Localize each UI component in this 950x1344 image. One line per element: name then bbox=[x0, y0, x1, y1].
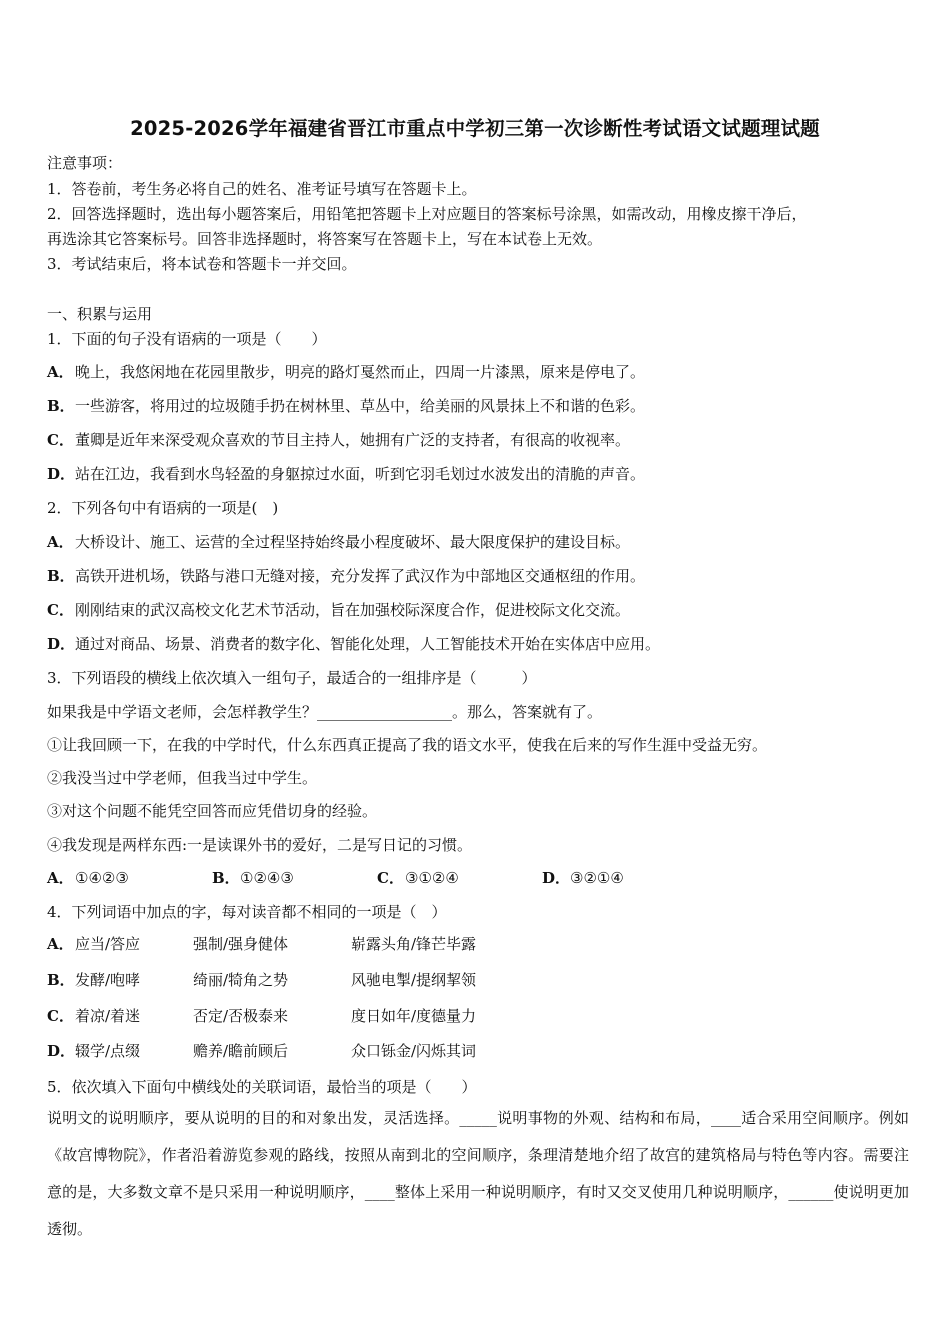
page-title: 2025-2026学年福建省晋江市重点中学初三第一次诊断性考试语文试题理试题 bbox=[130, 117, 820, 140]
question-2-option-a bbox=[47, 531, 630, 552]
question-1-stem: 1．下面的句子没有语病的一项是（ ） bbox=[47, 330, 327, 348]
word-pair: 绮丽/犄角之势 bbox=[193, 971, 289, 989]
option-label: C． bbox=[377, 869, 404, 887]
question-1-option-d bbox=[47, 463, 645, 484]
word-pair: 应当/答应 bbox=[75, 935, 141, 953]
notice-item: 1．答卷前，考生务必将自己的姓名、准考证号填写在答题卡上。 bbox=[47, 180, 477, 198]
option-label: B． bbox=[212, 869, 240, 887]
option-text: ③②①④ bbox=[570, 869, 624, 887]
question-4-stem: 4．下列词语中加点的字，每对读音都不相同的一项是（ ） bbox=[47, 903, 447, 921]
question-2-option-c bbox=[47, 599, 630, 620]
question-1-option-c bbox=[47, 429, 630, 450]
question-3-options bbox=[47, 867, 624, 888]
question-2-stem: 2．下列各句中有语病的一项是( ) bbox=[47, 499, 279, 517]
option-text: 一些游客，将用过的垃圾随手扔在树林里、草丛中，给美丽的风景抹上不和谐的色彩。 bbox=[75, 397, 646, 415]
option-text: 站在江边，我看到水鸟轻盈的身躯掠过水面，听到它羽毛划过水波发出的清脆的声音。 bbox=[75, 465, 646, 483]
question-2-option-d bbox=[47, 633, 660, 654]
option-text: ①④②③ bbox=[75, 869, 129, 887]
notice-item: 再选涂其它答案标号。回答非选择题时，将答案写在答题卡上，写在本试卷上无效。 bbox=[47, 230, 603, 248]
option-text: 大桥设计、施工、运营的全过程坚持始终最小程度破坏、最大限度保护的建设目标。 bbox=[75, 533, 631, 551]
option-label: D． bbox=[47, 1042, 76, 1060]
question-4-option-c bbox=[47, 1005, 476, 1026]
question-3-option-c bbox=[377, 867, 542, 888]
section-heading: 一、积累与运用 bbox=[47, 305, 153, 323]
question-3-item: ①让我回顾一下，在我的中学时代，什么东西真正提高了我的语文水平，使我在后来的写作生涯中受益无穷。 bbox=[47, 736, 768, 754]
notice-item: 2．回答选择题时，选出每小题答案后，用铅笔把答题卡上对应题目的答案标号涂黑，如需改动，用橡皮擦干净后， bbox=[47, 205, 807, 223]
option-label: D． bbox=[542, 869, 571, 887]
question-4-option-b bbox=[47, 969, 476, 990]
word-pair: 赡养/瞻前顾后 bbox=[193, 1042, 289, 1060]
option-text: 刚刚结束的武汉高校文化艺术节活动，旨在加强校际深度合作，促进校际文化交流。 bbox=[75, 601, 631, 619]
option-label: C． bbox=[47, 1007, 74, 1025]
option-label: A． bbox=[47, 935, 74, 953]
question-2-option-b bbox=[47, 565, 645, 586]
word-pair: 否定/否极泰来 bbox=[193, 1007, 289, 1025]
word-pair: 发酵/咆哮 bbox=[75, 971, 141, 989]
word-pair: 辍学/点缀 bbox=[75, 1042, 141, 1060]
word-pair: 崭露头角/锋芒毕露 bbox=[351, 935, 477, 953]
notice-item: 3．考试结束后，将本试卷和答题卡一并交回。 bbox=[47, 255, 357, 273]
option-label: B． bbox=[47, 567, 75, 585]
question-1-option-b bbox=[47, 395, 645, 416]
question-4-option-a bbox=[47, 933, 476, 954]
question-3-passage: 如果我是中学语文老师，会怎样教学生？__________________。那么，答案就有了。 bbox=[47, 703, 603, 721]
option-label: C． bbox=[47, 601, 74, 619]
notice-heading: 注意事项： bbox=[47, 154, 123, 172]
question-4-option-d bbox=[47, 1040, 476, 1061]
option-text: ③①②④ bbox=[405, 869, 459, 887]
word-pair: 度日如年/度德量力 bbox=[351, 1007, 477, 1025]
option-label: A． bbox=[47, 363, 74, 381]
question-5-stem: 5．依次填入下面句中横线处的关联词语，最恰当的项是（ ） bbox=[47, 1078, 477, 1096]
option-label: A． bbox=[47, 533, 74, 551]
option-text: 董卿是近年来深受观众喜欢的节目主持人，她拥有广泛的支持者，有很高的收视率。 bbox=[75, 431, 631, 449]
question-3-option-b bbox=[212, 867, 377, 888]
question-3-item: ③对这个问题不能凭空回答而应凭借切身的经验。 bbox=[47, 802, 378, 820]
option-text: ①②④③ bbox=[240, 869, 294, 887]
question-1-option-a bbox=[47, 361, 645, 382]
option-text: 晚上，我悠闲地在花园里散步，明亮的路灯戛然而止，四周一片漆黑，原来是停电了。 bbox=[75, 363, 646, 381]
question-3-option-d bbox=[542, 867, 624, 888]
word-pair: 着凉/着迷 bbox=[75, 1007, 141, 1025]
option-label: D． bbox=[47, 465, 76, 483]
option-text: 高铁开进机场，铁路与港口无缝对接，充分发挥了武汉作为中部地区交通枢纽的作用。 bbox=[75, 567, 646, 585]
question-3-item: ②我没当过中学老师，但我当过中学生。 bbox=[47, 769, 318, 787]
option-label: C． bbox=[47, 431, 74, 449]
word-pair: 强制/强身健体 bbox=[193, 935, 289, 953]
word-pair: 众口铄金/闪烁其词 bbox=[351, 1042, 477, 1060]
word-pair: 风驰电掣/提纲挈领 bbox=[351, 971, 477, 989]
question-3-option-a bbox=[47, 867, 212, 888]
question-5-passage: 说明文的说明顺序，要从说明的目的和对象出发，灵活选择。_____说明事物的外观、结构和布局，____适合采用空间顺序。例如《故宫博物院》，作者沿着游览参观的路线，按照从南到北的空间顺序，条理清楚地介绍了故宫的建筑格局与特色等内容。需要注意的是，大多数文章不是只采用一种说明顺序，____整体上采用一种说明顺序，有时又交叉使用几种说明顺序，______使说明更加透彻。 bbox=[47, 1109, 909, 1238]
option-text: 通过对商品、场景、消费者的数字化、智能化处理，人工智能技术开始在实体店中应用。 bbox=[75, 635, 661, 653]
question-3-item: ④我发现是两样东西:一是读课外书的爱好，二是写日记的习惯。 bbox=[47, 836, 473, 854]
option-label: B． bbox=[47, 971, 75, 989]
option-label: A． bbox=[47, 869, 74, 887]
option-label: B． bbox=[47, 397, 75, 415]
option-label: D． bbox=[47, 635, 76, 653]
question-3-stem: 3．下列语段的横线上依次填入一组句子，最适合的一组排序是（ ） bbox=[47, 669, 537, 687]
